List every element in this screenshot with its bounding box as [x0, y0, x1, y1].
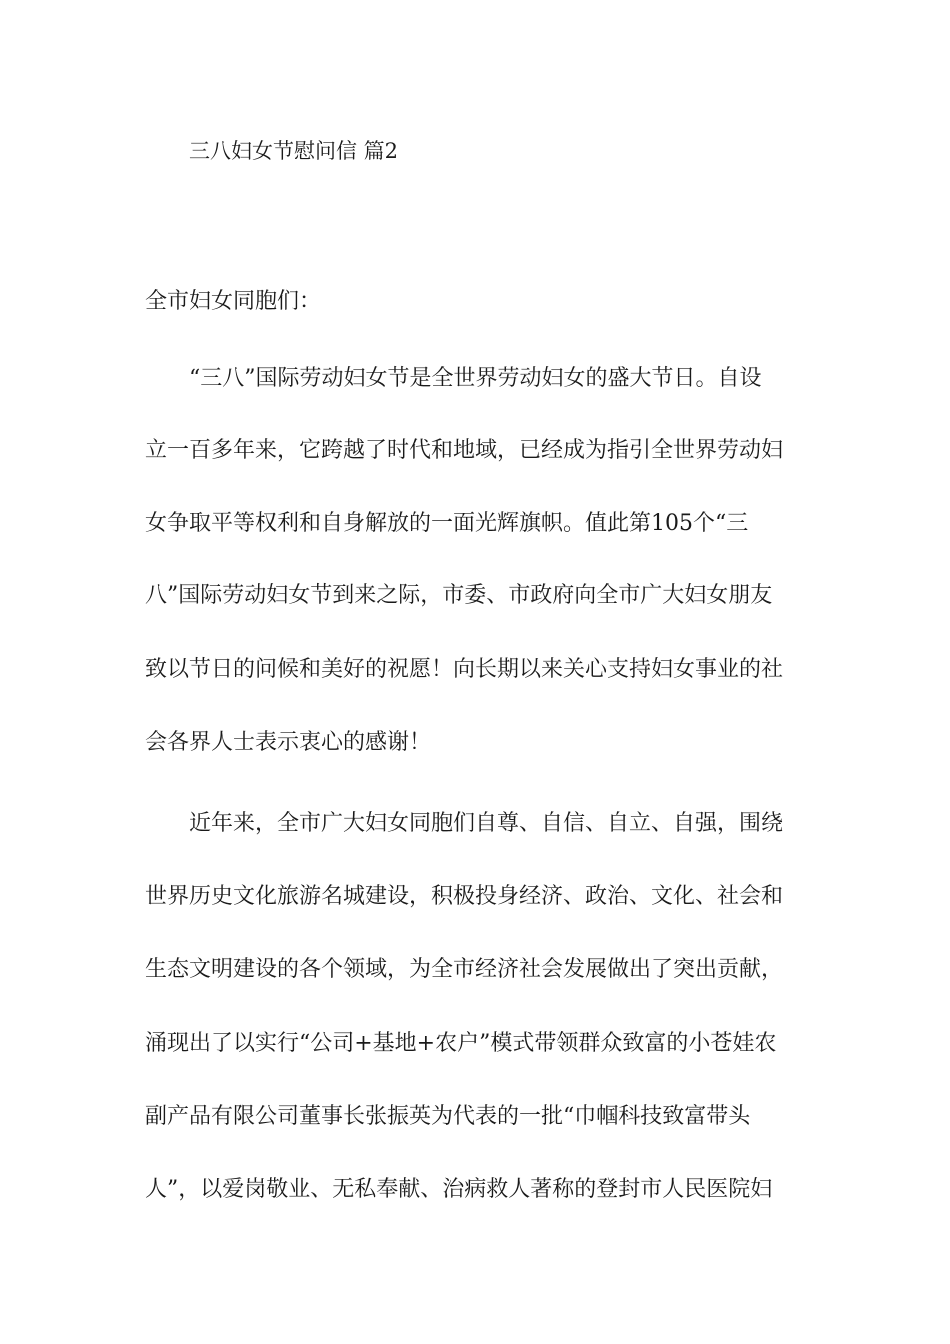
paragraph-line: 人”，以爱岗敬业、无私奉献、治病救人著称的登封市人民医院妇	[145, 1177, 773, 1202]
paragraph-line: 立一百多年来，它跨越了时代和地域，已经成为指引全世界劳动妇	[145, 438, 784, 463]
paragraph-line: 致以节日的问候和美好的祝愿！向长期以来关心支持妇女事业的社	[145, 657, 784, 682]
paragraph-line: “三八”国际劳动妇女节是全世界劳动妇女的盛大节日。自设	[189, 366, 762, 391]
salutation: 全市妇女同胞们：	[145, 289, 322, 314]
paragraph-line: 涌现出了以实行“公司+基地+农户”模式带领群众致富的小苍娃农	[145, 1031, 777, 1056]
paragraph-line: 近年来，全市广大妇女同胞们自尊、自信、自立、自强，围绕	[189, 811, 784, 836]
paragraph-line: 女争取平等权利和自身解放的一面光辉旗帜。值此第105个“三	[145, 511, 749, 536]
document-title: 三八妇女节慰问信 篇2	[189, 139, 399, 163]
paragraph-line: 八”国际劳动妇女节到来之际，市委、市政府向全市广大妇女朋友	[145, 583, 773, 608]
paragraph-line: 会各界人士表示衷心的感谢！	[145, 730, 432, 755]
paragraph-line: 生态文明建设的各个领域，为全市经济社会发展做出了突出贡献，	[145, 957, 784, 982]
paragraph-line: 世界历史文化旅游名城建设，积极投身经济、政治、文化、社会和	[145, 884, 784, 909]
paragraph-line: 副产品有限公司董事长张振英为代表的一批“巾帼科技致富带头	[145, 1104, 751, 1129]
